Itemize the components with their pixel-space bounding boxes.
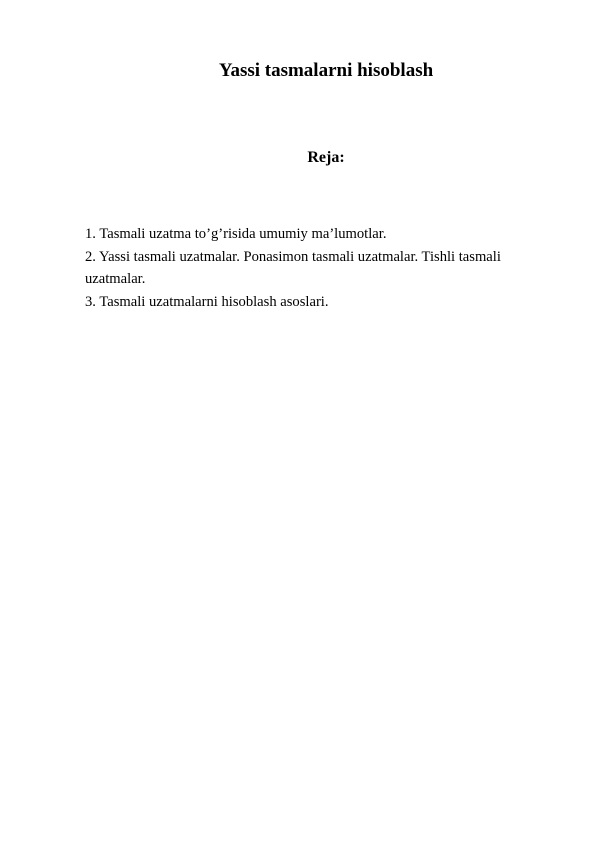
document-title: Yassi tasmalarni hisoblash: [218, 60, 434, 81]
plan-item-2: 2. Yassi tasmali uzatmalar. Ponasimon tasmali uzatmalar. Tishli tasmali uzatmalar.: [85, 248, 501, 288]
plan-item-3: 3. Tasmali uzatmalarni hisoblash asoslari.: [85, 293, 329, 310]
plan-item-1: 1. Tasmali uzatma to’g’risida umumiy ma’lumotlar.: [85, 226, 387, 242]
plan-list: [85, 223, 555, 313]
plan-heading: Reja:: [307, 149, 345, 166]
